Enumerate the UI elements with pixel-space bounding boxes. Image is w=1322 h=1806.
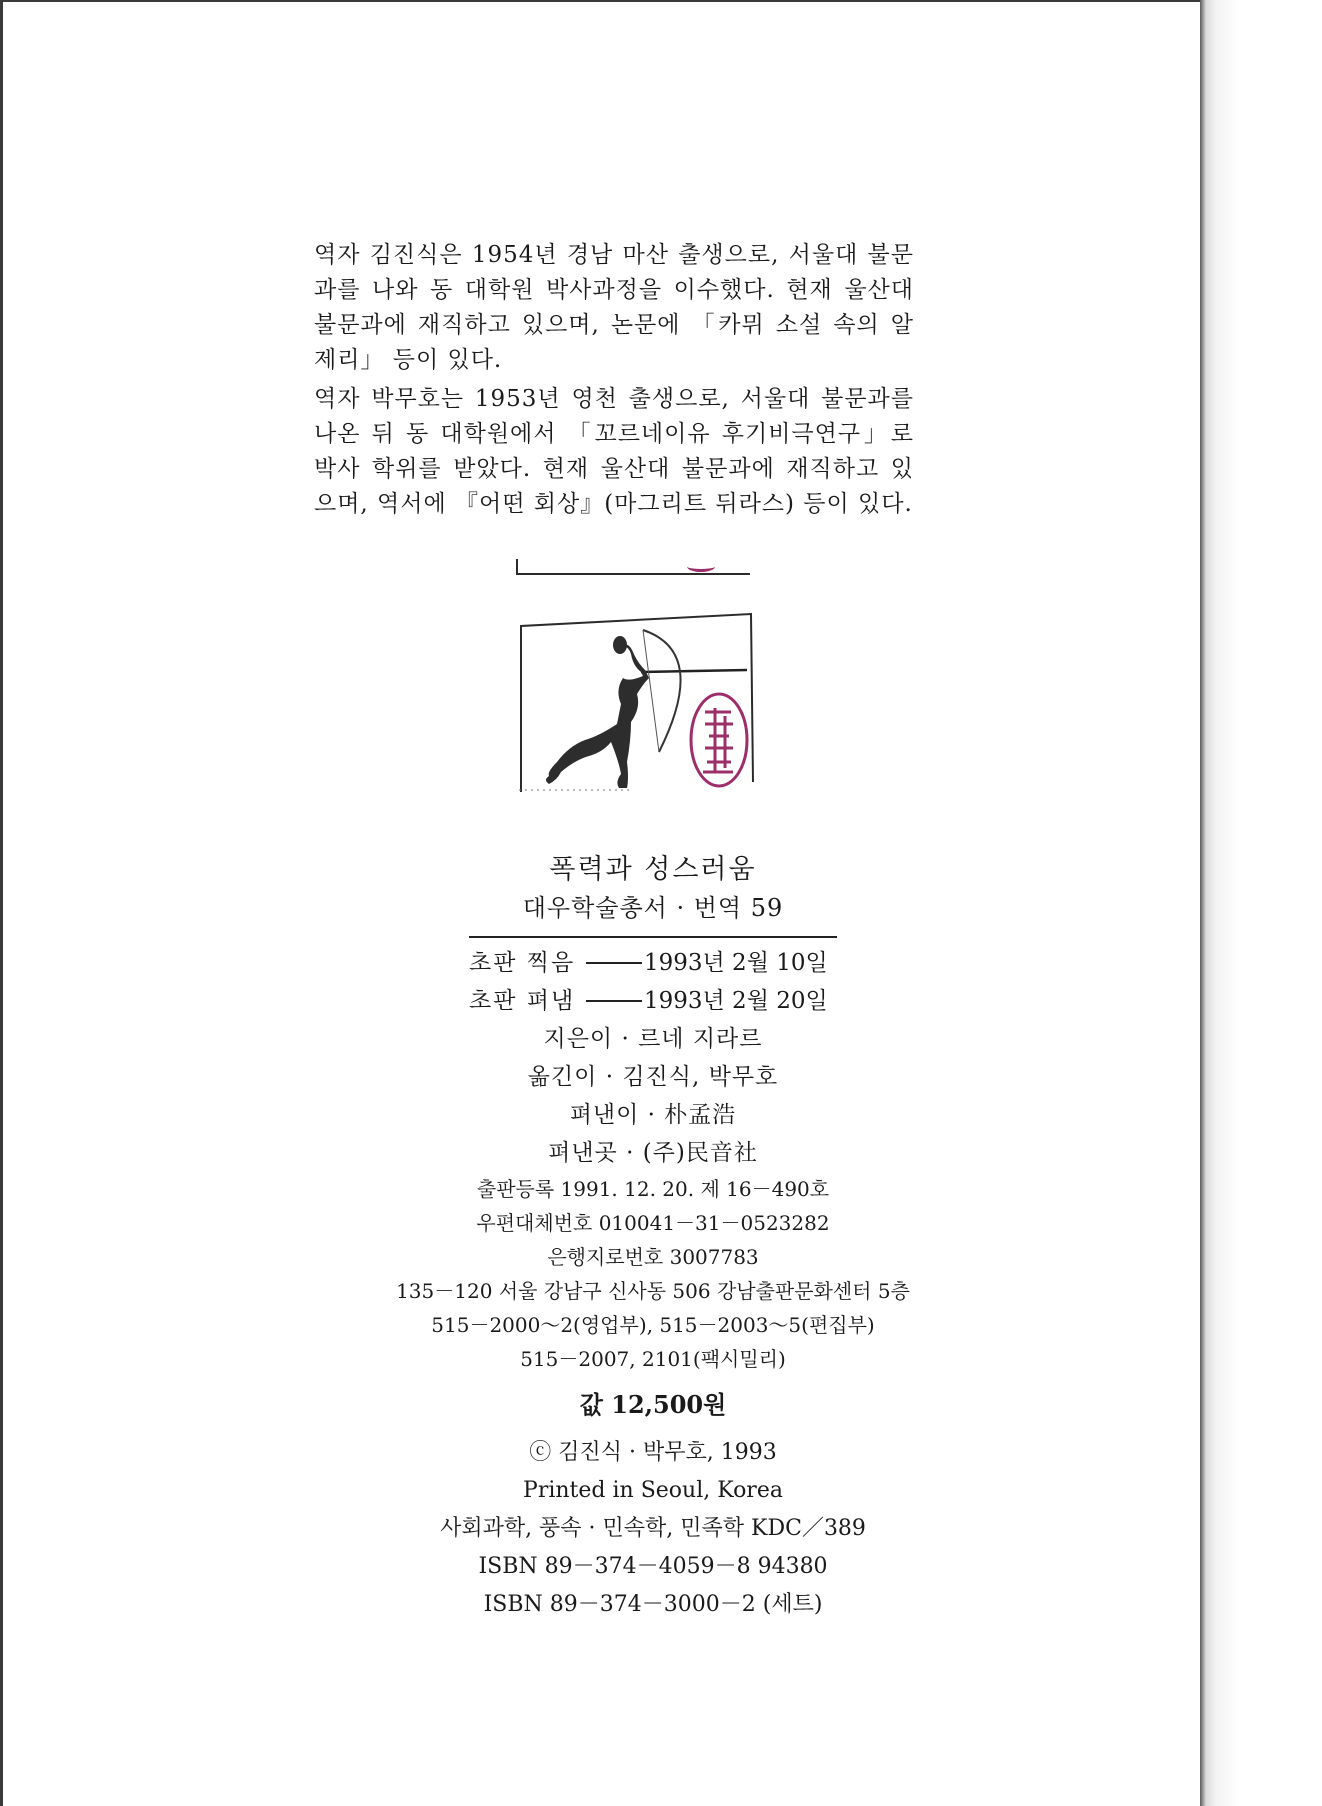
copyright-line: ⓒ 김진식 · 박무호, 1993	[529, 1440, 777, 1465]
stamp-smudge	[687, 561, 715, 572]
author-credit: 지은이 · 르네 지라르	[543, 1026, 763, 1052]
page-edge-shadow	[1200, 0, 1322, 1806]
isbn-set-line: ISBN 89－374－3000－2 (세트)	[483, 1592, 823, 1617]
colophon	[303, 852, 1003, 1624]
bio-paragraph: 역자 김진식은 1954년 경남 마산 출생으로, 서울대 불문과를 나와 동 대학원 박사과정을 이수했다. 현재 울산대 불문과에 재직하고 있으며, 논문에 「카뮈 소설 속의 알제리」 등이 있다.	[314, 242, 914, 373]
registration-info: 출판등록 1991. 12. 20. 제 16－490호	[476, 1177, 830, 1201]
isbn-line: ISBN 89－374－4059－8 94380	[478, 1554, 828, 1579]
date-label: 초판 찍음	[469, 950, 576, 976]
date-value: 1993년 2월 10일	[644, 950, 828, 976]
publisher-person-credit: 펴낸이 · 朴孟浩	[569, 1102, 737, 1128]
postal-account: 우편대체번호 010041－31－0523282	[476, 1211, 830, 1235]
archer-logo-with-seal	[519, 612, 763, 792]
first-print-date	[469, 944, 837, 982]
publisher-address: 135－120 서울 강남구 신사동 506 강남출판문화센터 5층	[396, 1279, 910, 1303]
fax-numbers: 515－2007, 2101(팩시밀리)	[520, 1347, 786, 1371]
translator-credit: 옮긴이 · 김진식, 박무호	[527, 1064, 779, 1090]
date-value: 1993년 2월 20일	[644, 988, 828, 1014]
date-label: 초판 펴냄	[469, 988, 576, 1014]
classification: 사회과학, 풍속 · 민속학, 민족학 KDC／389	[440, 1516, 866, 1541]
phone-numbers: 515－2000～2(영업부), 515－2003～5(편집부)	[431, 1313, 875, 1337]
first-publish-date	[469, 982, 837, 1020]
printed-location: Printed in Seoul, Korea	[523, 1478, 783, 1503]
leader-dash	[586, 1000, 642, 1002]
colophon-rule	[469, 936, 837, 938]
publisher-credit: 펴낸곳 · (주)民音社	[548, 1140, 758, 1166]
book-title: 폭력과 성스러움	[549, 854, 757, 885]
translator-bio	[314, 238, 914, 526]
series-name: 대우학술총서 · 번역 59	[522, 894, 784, 922]
edition-dates	[469, 944, 837, 1020]
leader-dash	[586, 962, 642, 964]
giro-number: 은행지로번호 3007783	[547, 1245, 759, 1269]
bio-paragraph: 역자 박무호는 1953년 영천 출생으로, 서울대 불문과를 나온 뒤 동 대학원에서 「꼬르네이유 후기비극연구」로 박사 학위를 받았다. 현재 울산대 불문과에 재직하고 있으며, 역서에 『어떤 회상』(마그리트 뒤라스) 등이 있다.	[314, 386, 914, 517]
price: 값 12,500원	[579, 1390, 727, 1419]
